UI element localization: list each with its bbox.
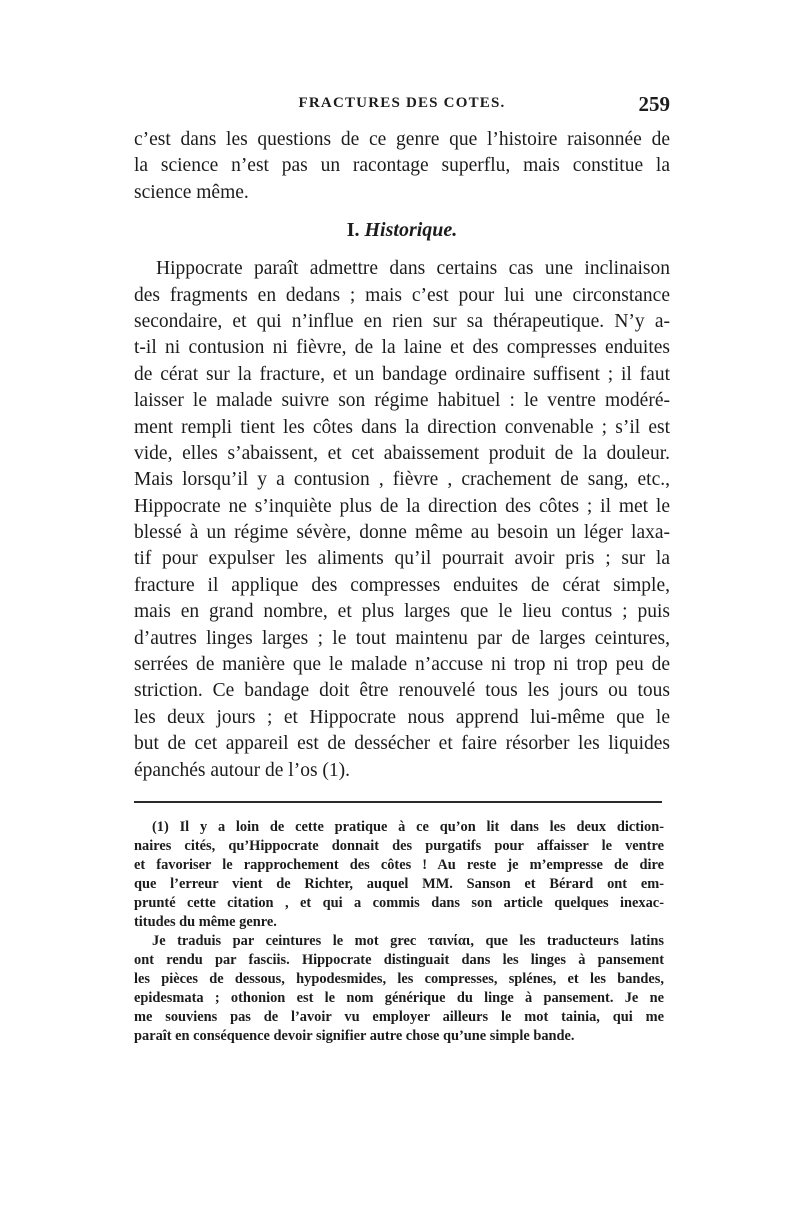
text-line: laisser le malade suivre son régime habituel : le ventre modéré- <box>134 390 670 412</box>
text-line: science même. <box>134 181 249 203</box>
footnote-line: titudes du même genre. <box>134 914 277 930</box>
section-heading <box>134 210 670 250</box>
text-line: Hippocrate ne s’inquiète plus de la direction des côtes ; il met le <box>134 495 670 517</box>
footnotes <box>134 818 664 1046</box>
text-line: vide, elles s’abaissent, et cet abaissement produit de la douleur. <box>134 442 670 464</box>
text-line: but de cet appareil est de dessécher et faire résorber les liquides <box>134 733 670 755</box>
footnote-line: ont rendu par fasciis. Hippocrate distinguait dans les linges à pansement <box>134 952 664 968</box>
section-number: I. <box>346 219 360 242</box>
text-line: mais en grand nombre, et plus larges que le lieu contus ; puis <box>134 601 670 623</box>
footnote-line: epidesmata ; othonion est le nom générique du linge à pansement. Je ne <box>134 990 664 1006</box>
footnote-rule <box>134 801 662 803</box>
footnote-line: et favoriser le rapprochement des côtes ! Au reste je m’empresse de dire <box>134 857 664 873</box>
running-title: FRACTURES DES COTES. <box>298 95 506 111</box>
text-line: tif pour expulser les aliments qu’il pourrait avoir pris ; sur la <box>134 548 670 570</box>
footnote-line: prunté cette citation , et qui a commis dans son article quelques inexac- <box>134 895 664 911</box>
page-number: 259 <box>638 92 670 116</box>
text-line: striction. Ce bandage doit être renouvelé tous les jours ou tous <box>134 680 670 702</box>
text-line: fracture il applique des compresses enduites de cérat simple, <box>134 574 670 596</box>
text-line: de cérat sur la fracture, et un bandage ordinaire suffisent ; il faut <box>134 363 670 385</box>
running-head <box>134 92 670 121</box>
footnote-line: paraît en conséquence devoir signifier autre chose qu’une simple bande. <box>134 1028 575 1044</box>
footnote-line: Je traduis par ceintures le mot grec ταινίαι, que les traducteurs latins <box>152 933 664 949</box>
footnote-line: (1) Il y a loin de cette pratique à ce qu’on lit dans les deux diction- <box>152 819 664 835</box>
text-line: blessé à un régime sévère, donne même au besoin un léger laxa- <box>134 522 670 544</box>
text-line: la science n’est pas un racontage superflu, mais constitue la <box>134 155 670 177</box>
main-text <box>134 127 670 784</box>
section-title: Historique. <box>364 219 458 242</box>
text-line: des fragments en dedans ; mais c’est pour lui une circonstance <box>134 284 670 306</box>
text-line: serrées de manière que le malade n’accuse ni trop ni trop peu de <box>134 654 670 676</box>
text-line: Mais lorsqu’il y a contusion , fièvre , crachement de sang, etc., <box>134 469 670 491</box>
text-line: t-il ni contusion ni fièvre, de la laine et des compresses enduites <box>134 337 670 359</box>
footnote-line: les pièces de dessous, hypodesmides, les compresses, splénes, et les bandes, <box>134 971 664 987</box>
footnote-line: que l’erreur vient de Richter, auquel MM. Sanson et Bérard ont em- <box>134 876 664 892</box>
footnote-line: me souviens pas de l’avoir vu employer ailleurs le mot tainia, qui me <box>134 1009 664 1025</box>
text-line: d’autres linges larges ; le tout maintenu par de larges ceintures, <box>134 627 670 649</box>
text-line: secondaire, et qui n’influe en rien sur sa thérapeutique. N’y a- <box>134 310 670 332</box>
text-line: ment rempli tient les côtes dans la direction convenable ; s’il est <box>134 416 670 438</box>
text-line: Hippocrate paraît admettre dans certains cas une inclinaison <box>156 258 670 280</box>
footnote-line: naires cités, qu’Hippocrate donnait des purgatifs pour affaisser le ventre <box>134 838 664 854</box>
text-line: épanchés autour de l’os (1). <box>134 759 351 781</box>
text-line: les deux jours ; et Hippocrate nous apprend lui-même que le <box>134 706 670 728</box>
text-line: c’est dans les questions de ce genre que l’histoire raisonnée de <box>134 129 670 150</box>
